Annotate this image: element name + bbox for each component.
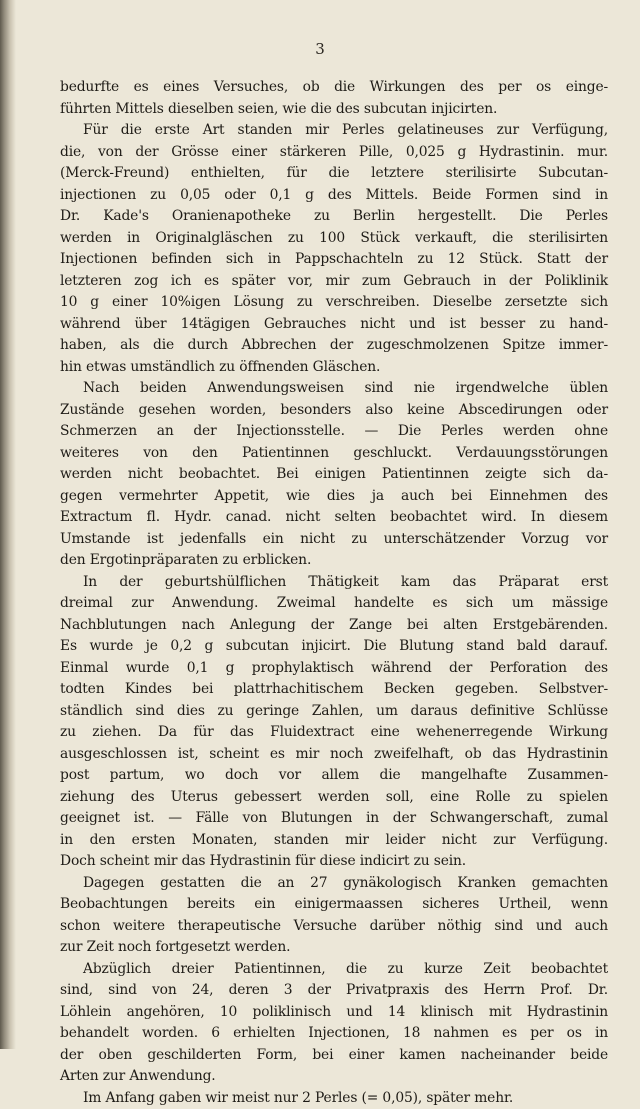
text-line: Doch scheint mir das Hydrastinin für diese indicirt zu sein. xyxy=(60,851,608,873)
text-line: zu ziehen. Da für das Fluidextract eine wehenerregende Wirkung xyxy=(60,722,608,744)
text-line: zur Zeit noch fortgesetzt werden. xyxy=(60,937,608,959)
text-line: todten Kindes bei plattrhachitischem Becken gegeben. Selbstver- xyxy=(60,679,608,701)
text-line: haben, als die durch Abbrechen der zugeschmolzenen Spitze immer- xyxy=(60,335,608,357)
text-line: Im Anfang gaben wir meist nur 2 Perles (= 0,05), später mehr. xyxy=(60,1088,608,1109)
text-line: werden in Originalgläschen zu 100 Stück verkauft, die sterilisirten xyxy=(60,228,608,250)
text-line: Nachblutungen nach Anlegung der Zange bei alten Erstgebärenden. xyxy=(60,615,608,637)
text-line: führten Mittels dieselben seien, wie die des subcutan injicirten. xyxy=(60,99,608,121)
text-line: Umstande ist jedenfalls ein nicht zu unterschätzender Vorzug vor xyxy=(60,529,608,551)
book-binding-edge xyxy=(0,0,16,1049)
text-line: schon weitere therapeutische Versuche darüber nöthig sind und auch xyxy=(60,916,608,938)
text-line: letzteren zog ich es später vor, mir zum Gebrauch in der Poliklinik xyxy=(60,271,608,293)
text-line: weiteres von den Patientinnen geschluckt. Verdauungsstörungen xyxy=(60,443,608,465)
text-line: In der geburtshülflichen Thätigkeit kam das Präparat erst xyxy=(60,572,608,594)
text-line: gegen vermehrter Appetit, wie dies ja auch bei Einnehmen des xyxy=(60,486,608,508)
text-line: Schmerzen an der Injectionsstelle. — Die Perles werden ohne xyxy=(60,421,608,443)
text-line: dreimal zur Anwendung. Zweimal handelte es sich um mässige xyxy=(60,593,608,615)
text-line: hin etwas umständlich zu öffnenden Gläschen. xyxy=(60,357,608,379)
body-text xyxy=(60,77,608,1109)
text-line: während über 14tägigen Gebrauches nicht und ist besser zu hand- xyxy=(60,314,608,336)
text-line: Für die erste Art standen mir Perles gelatineuses zur Verfügung, xyxy=(60,120,608,142)
text-line: Einmal wurde 0,1 g prophylaktisch während der Perforation des xyxy=(60,658,608,680)
page-number: 3 xyxy=(0,40,640,58)
text-line: ziehung des Uterus gebessert werden soll, eine Rolle zu spielen xyxy=(60,787,608,809)
text-line: Injectionen befinden sich in Pappschachteln zu 12 Stück. Statt der xyxy=(60,249,608,271)
text-line: geeignet ist. — Fälle von Blutungen in der Schwangerschaft, zumal xyxy=(60,808,608,830)
text-line: ausgeschlossen ist, scheint es mir noch zweifelhaft, ob das Hydrastinin xyxy=(60,744,608,766)
text-line: Beobachtungen bereits ein einigermaassen sicheres Urtheil, wenn xyxy=(60,894,608,916)
text-line: Es wurde je 0,2 g subcutan injicirt. Die Blutung stand bald darauf. xyxy=(60,636,608,658)
text-line: 10 g einer 10%igen Lösung zu verschreiben. Dieselbe zersetzte sich xyxy=(60,292,608,314)
text-line: Dr. Kade's Oranienapotheke zu Berlin hergestellt. Die Perles xyxy=(60,206,608,228)
text-line: der oben geschilderten Form, bei einer kamen nacheinander beide xyxy=(60,1045,608,1067)
text-line: in den ersten Monaten, standen mir leider nicht zur Verfügung. xyxy=(60,830,608,852)
text-line: die, von der Grösse einer stärkeren Pille, 0,025 g Hydrastinin. mur. xyxy=(60,142,608,164)
text-line: injectionen zu 0,05 oder 0,1 g des Mittels. Beide Formen sind in xyxy=(60,185,608,207)
text-line: Löhlein angehören, 10 poliklinisch und 14 klinisch mit Hydrastinin xyxy=(60,1002,608,1024)
text-line: post partum, wo doch vor allem die mangelhafte Zusammen- xyxy=(60,765,608,787)
text-line: Zustände gesehen worden, besonders also keine Abscedirungen oder xyxy=(60,400,608,422)
text-line: Arten zur Anwendung. xyxy=(60,1066,608,1088)
text-line: behandelt worden. 6 erhielten Injectionen, 18 nahmen es per os in xyxy=(60,1023,608,1045)
text-line: (Merck-Freund) enthielten, für die letztere sterilisirte Subcutan- xyxy=(60,163,608,185)
text-line: sind, sind von 24, deren 3 der Privatpraxis des Herrn Prof. Dr. xyxy=(60,980,608,1002)
text-line: Dagegen gestatten die an 27 gynäkologisch Kranken gemachten xyxy=(60,873,608,895)
text-line: Extractum fl. Hydr. canad. nicht selten beobachtet wird. In diesem xyxy=(60,507,608,529)
text-line: den Ergotinpräparaten zu erblicken. xyxy=(60,550,608,572)
text-line: Abzüglich dreier Patientinnen, die zu kurze Zeit beobachtet xyxy=(60,959,608,981)
text-line: werden nicht beobachtet. Bei einigen Patientinnen zeigte sich da- xyxy=(60,464,608,486)
text-line: ständlich sind dies zu geringe Zahlen, um daraus definitive Schlüsse xyxy=(60,701,608,723)
text-line: bedurfte es eines Versuches, ob die Wirkungen des per os einge- xyxy=(60,77,608,99)
text-line: Nach beiden Anwendungsweisen sind nie irgendwelche üblen xyxy=(60,378,608,400)
